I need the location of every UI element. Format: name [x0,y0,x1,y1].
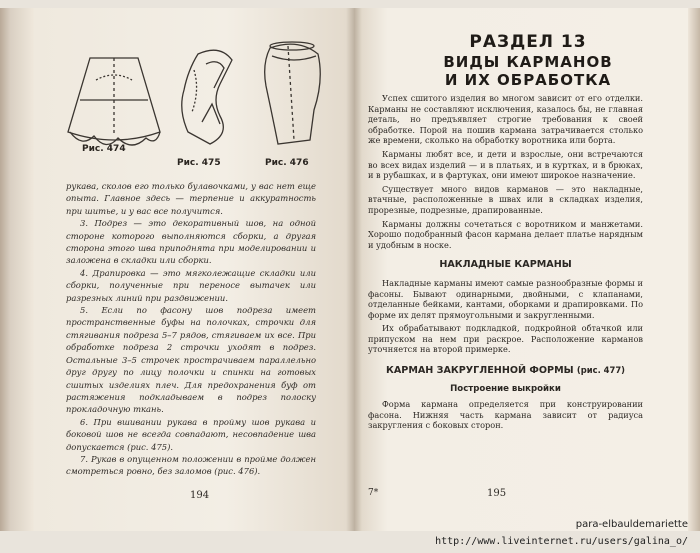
section-title-line2: ВИДЫ КАРМАНОВ [443,53,613,71]
left-paragraph: 7. Рукав в опущенном положении в пройме должен смотреться ровно, без заломов (рис. 476). [66,453,316,477]
figure-476-drawing [265,42,321,144]
figures-block [60,40,330,180]
figure-474-drawing [68,58,160,145]
watermark-url[interactable]: http://www.liveinternet.ru/users/galina_o/ [435,536,688,547]
pattern-paragraph: Форма кармана определяется при конструировании фасона. Нижняя часть кармана зависит от радиуса закругления с боковых сторон. [368,399,643,431]
heading-rounded-text: КАРМАН ЗАКРУГЛЕННОЙ ФОРМЫ [386,365,574,377]
left-page-number: 194 [190,490,210,501]
intro-paragraph: Карманы любят все, и дети и взрослые, они встречаются во всех видах изделий — и в платьях, и в куртках, и в брюках, и в рубашках, и в фартуках, они имеют широкое назначение. [368,148,643,181]
section-title-line1: РАЗДЕЛ 13 [469,32,587,52]
figure-475-drawing [182,50,232,144]
heading-patch-pockets: НАКЛАДНЫЕ КАРМАНЫ [439,259,572,271]
left-page-text [66,180,316,478]
book-gutter [346,8,362,531]
figure-476-caption: Рис. 476 [265,158,309,168]
right-page-text [368,93,643,434]
figure-474-caption: Рис. 474 [82,144,126,154]
signature-mark: 7* [368,488,379,498]
right-page-number: 195 [487,488,507,499]
intro-paragraph: Существует много видов карманов — это накладные, втачные, расположенные в швах или в складках изделия, прорезные, подрезные, драпированные. [368,183,643,215]
intro-paragraph: Карманы должны сочетаться с воротником и манжетами. Хорошо подобранный фасон кармана делает платье нарядным и удобным в носке. [368,218,643,250]
watermark-name: para-elbauldemariette [575,519,688,530]
book-edge-left [0,8,34,531]
patch-paragraph: Их обрабатывают подкладкой, подкройной обтачкой или припуском на нем при раскрое. Расположение карманов уточняется на второй примерке. [368,323,643,355]
figure-475-caption: Рис. 475 [177,158,221,168]
left-paragraph: 4. Драпировка — это мягколежащие складки или сборки, полученные при переносе вытачек или разрезных линий при раздвижении. [66,267,316,303]
book-edge-right [688,8,700,531]
left-paragraph: 5. Если по фасону шов подреза имеет пространственные буфы на полочках, строчки для стягивания подреза 5–7 рядов, стягиваем их все. При обработке подреза 2 строчки уходят в подрез. Остальные 3–5 строчек прострачиваем параллельно друг другу по лицу полочки и спинки на готовых сшитых изделиях плеч. Для предохранения буф от растяжения подкладываем в подрез полоску прокладочную ткань. [66,305,316,415]
heading-rounded-pocket [368,365,643,377]
section-title-line3: И ИХ ОБРАБОТКА [444,71,612,89]
left-paragraph: рукава, сколов его только булавочками, у вас нет еще опыта. Главное здесь — терпение и аккуратность при шитье, и у вас все получится. [66,181,316,216]
heading-rounded-figref: (рис. 477) [576,365,625,376]
left-paragraph: 6. При вшивании рукава в пройму шов рукава и боковой шов не всегда совпадают, несовпадение шва допускается (рис. 475). [66,416,316,452]
intro-paragraph: Успех сшитого изделия во многом зависит от его отделки. Карманы не составляют исключения, казалось бы, не главная деталь, но предъявляет строгие требования к своей обработке. Порой на пошив кармана затрачивается столько же времени, сколько на обработку воротника или борта. [368,93,643,146]
section-title [408,32,648,89]
patch-paragraph: Накладные карманы имеют самые разнообразные формы и фасоны. Бывают одинарными, двойными, с клапанами, отделанные бейками, кантами, оборками и драпировками. По форме их делят прямоугольными и закругленными. [368,277,643,320]
subheading-pattern: Построение выкройки [450,383,561,394]
left-paragraph: 3. Подрез — это декоративный шов, на одной стороне которого выполняются сборки, а другая сторона этого шва приподнята при моделировании и заложена в складки или сборки. [66,218,316,266]
